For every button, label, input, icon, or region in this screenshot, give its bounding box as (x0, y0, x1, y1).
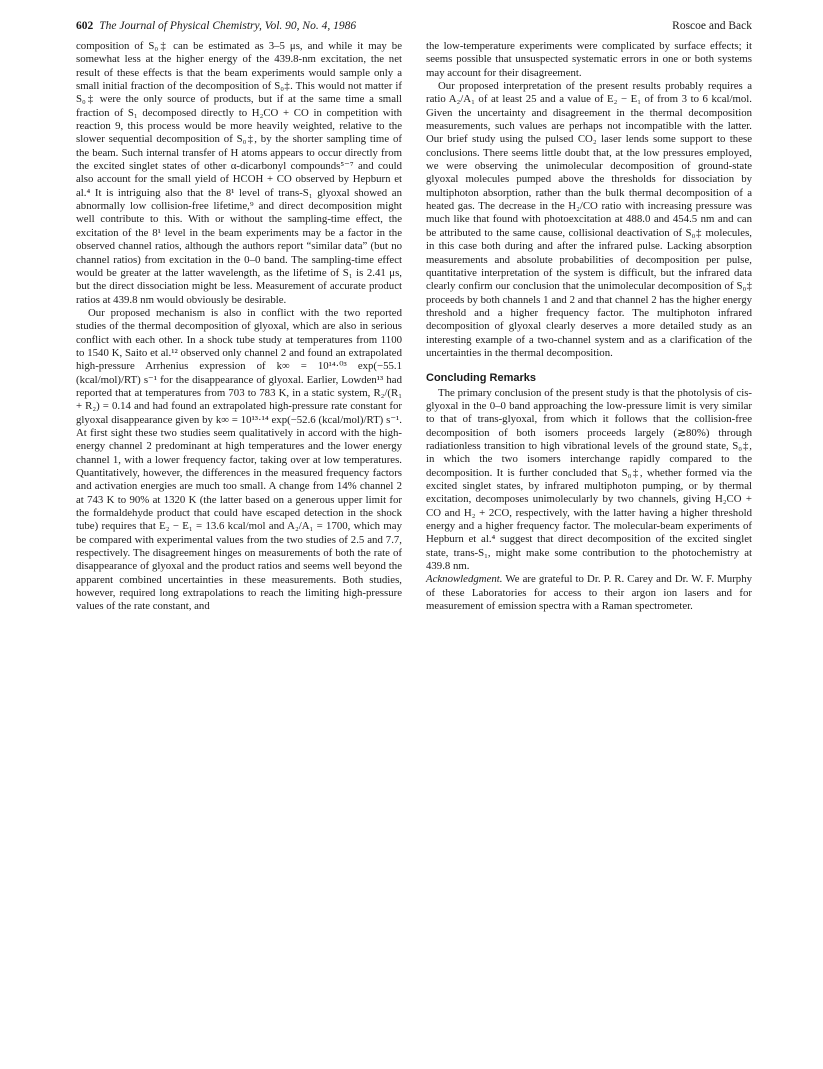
journal-citation: The Journal of Physical Chemistry, Vol. 90, No. 4, 1986 (99, 20, 357, 32)
left-column (76, 40, 402, 614)
concluding-paragraph: The primary conclusion of the present study is that the photolysis of cis-glyoxal in the 0–0 band approaching the low-pressure limit is very similar to that of trans-glyoxal, from which it follows that the collision-free decomposition of both isomers proceeds largely (≳80%) through radiationless transition to high vibrational levels of the ground state, S₀‡, in which the two isomers interchange rapidly compared to the decomposition. It is further concluded that S₀‡, whether formed via the excited singlet states, by infrared multiphoton pumping, or by thermal excitation, decomposes unimolecularly by two channels, giving H₂CO + CO and H₂ + 2CO, respectively, with the latter having a higher threshold energy and a higher frequency factor. The molecular-beam experiments of Hepburn et al.⁴ suggest that direct decomposition of the excited singlet state, trans-S₁, might make some contribution to the photochemistry at 439.8 nm. (426, 386, 752, 573)
paragraph: Our proposed mechanism is also in conflict with the two reported studies of the thermal decomposition of glyoxal, which are also in serious conflict with each other. In a shock tube study at temperatures from 1100 to 1540 K, Saito et al.¹² observed only channel 2 and found an extrapolated high-pressure Arrhenius expression of k∞ = 10¹⁴·⁰³ exp(−55.1 (kcal/mol)/RT) s⁻¹ for the disappearance of glyoxal. Earlier, Lowden¹³ had reported that at temperatures from 703 to 783 K, in a static system, R₂/(R₁ + R₂) = 0.14 and had found an extrapolated high-pressure rate constant for glyoxal disappearance given by k∞ = 10¹³·¹⁴ exp(−52.6 (kcal/mol)/RT) s⁻¹. At first sight these two studies seem qualitatively in accord with the high-energy channel 2 predominant at high temperatures and the lower energy channel 1, with a lower frequency factor, taking over at low temperatures. Quantitatively, however, the differences in the measured frequency factors and activation energies are much too small. A change from 14% channel 2 at 743 K to 90% at 1320 K (the latter based on a generous upper limit for the formaldehyde product that could have escaped detection in the shock tube) requires that E₂ − E₁ = 13.6 kcal/mol and A₂/A₁ = 1700, which may be compared with experimental values from the two studies of 2.5 and 7.7, respectively. The disagreement hinges on measurements of both the rate of disappearance of glyoxal and the product ratios and seems well beyond the apparent combined uncertainties in these measurements. Both studies, however, required long extrapolations to reach the limiting high-pressure values of the rate constant, and (76, 306, 402, 613)
paragraph: composition of S₀‡ can be estimated as 3–5 μs, and while it may be somewhat less at the higher energy of the 439.8-nm excitation, the net result of these effects is that the beam experiments would sample only a small initial fraction of the decomposition of S₀‡. This would not matter if S₀‡ were the only source of products, but if at the same time a small fraction of S₁ decomposed directly to H₂CO + CO in competition with reaction 9, this process would be more heavily weighted, relative to the slower sequential decomposition of S₀‡, by the shorter sampling time of the beam. Such internal transfer of H atoms appears to occur directly from the excited singlet states of other α-dicarbonyl compounds⁵⁻⁷ and could also account for the small yield of HCOH + CO observed by Hepburn et al.⁴ It is intriguing also that the 8¹ level of trans-S₁ glyoxal showed an abnormally low collision-free lifetime,⁹ and direct decomposition might well contribute to this. With or without the sampling-time effect, the excitation of the 8¹ level in the beam experiments may be a factor in the observed channel ratios, although the authors report “similar data” (but no channel ratios) from excitation in the 0–0 band. The sampling-time effect would be greater at the latter wavelength, as the lifetime of S₁ is 2.41 μs, but the direct dissociation might be less. Measurement of accurate product ratios at 439.8 nm would obviously be desirable. (76, 40, 402, 306)
header-authors: Roscoe and Back (672, 20, 752, 32)
paragraph: Our proposed interpretation of the present results probably requires a ratio A₂/A₁ of at least 25 and a value of E₂ − E₁ of from 3 to 6 kcal/mol. Given the uncertainty and disagreement in the thermal decomposition measurements, such values are perhaps not incompatible with the latter. Our brief study using the pulsed CO₂ laser lends some support to these conclusions. There seems little doubt that, at the low pressures employed, we were observing the unimolecular decomposition of ground-state glyoxal molecules pumped above the thresholds for dissociation by multiphoton absorption, rather than the bulk thermal decomposition of a heated gas. The decrease in the H₂/CO ratio with increasing pressure was much like that found with photoexcitation at 488.0 and 454.5 nm and can be attributed to the same cause, collisional deactivation of S₀‡ molecules, in this case both during and after the infrared pulse. Lacking absorption measurements and absolute probabilities of decomposition per pulse, quantitative interpretation of the system is difficult, but the infrared data clearly confirm our conclusion that the unimolecular decomposition of S₀‡ proceeds by both channels 1 and 2 and that channel 2 has the higher energy threshold and a higher frequency factor. The multiphoton infrared decomposition of glyoxal clearly deserves a more detailed study as an interesting example of a two-channel system and as a clarification of the uncertainties in the thermal decomposition. (426, 80, 752, 359)
acknowledgment-label: Acknowledgment. (426, 573, 503, 586)
paragraph: the low-temperature experiments were complicated by surface effects; it seems possible that unsuspected systematic errors in one or both systems may account for their disagreement. (426, 40, 752, 79)
header-left (76, 18, 356, 34)
acknowledgment-text: We are grateful to Dr. P. R. Carey and Dr. W. F. Murphy of these Laboratories for access to their argon ion lasers and for measurement of emission spectra with a Raman spectrometer. (426, 573, 752, 613)
right-column (426, 40, 752, 613)
page-number: 602 (76, 20, 94, 32)
section-heading-concluding-remarks: Concluding Remarks (426, 372, 537, 385)
acknowledgment (426, 573, 752, 613)
running-header (76, 18, 752, 34)
